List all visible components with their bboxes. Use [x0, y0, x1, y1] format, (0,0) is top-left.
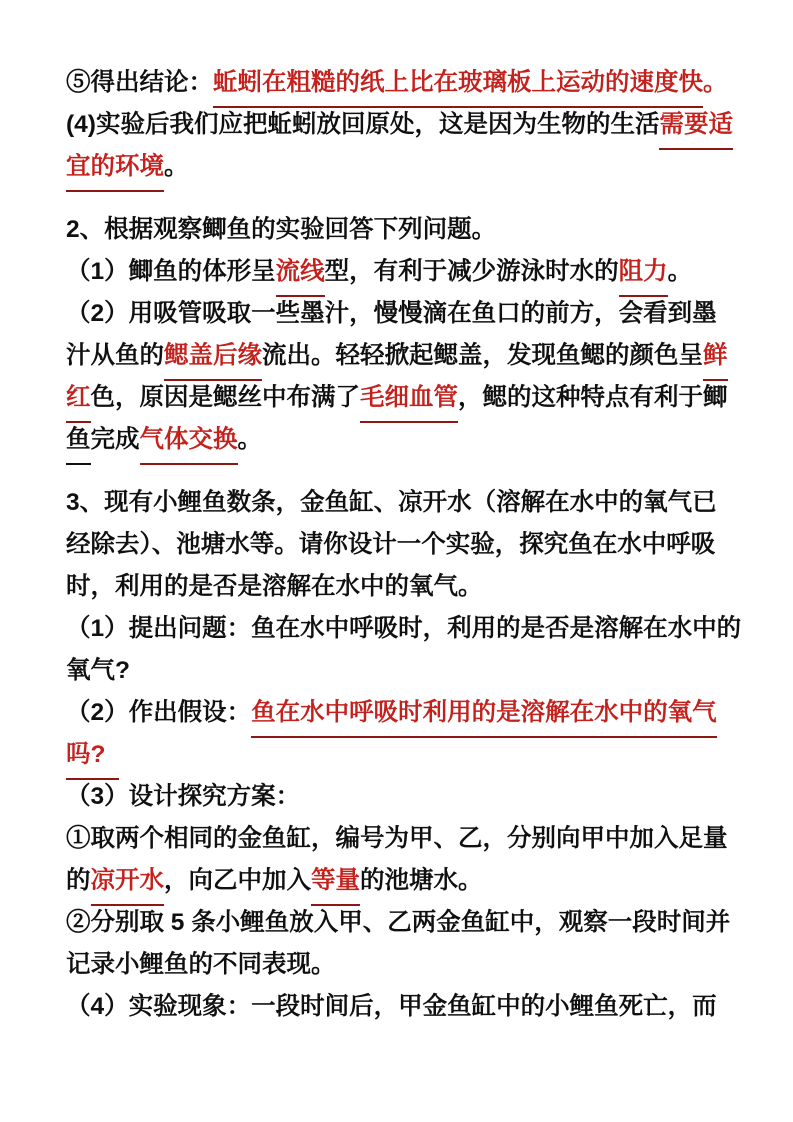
- answer-red-underlined-run: 需要适: [659, 104, 733, 150]
- paragraph: [66, 692, 736, 776]
- text-line: [66, 944, 736, 986]
- text-run: 完成: [90, 426, 140, 453]
- text-run: 。: [164, 153, 189, 180]
- text-run: 。: [237, 426, 262, 453]
- text-line: [66, 104, 736, 146]
- paragraph: [66, 818, 736, 902]
- paragraph: [66, 209, 736, 251]
- text-run: （2）作出假设：: [66, 699, 252, 726]
- text-run: 。: [667, 258, 693, 285]
- answer-red-underlined-run: 等量: [311, 860, 360, 906]
- text-line: [66, 335, 736, 377]
- text-line: [66, 650, 736, 692]
- text-line: [66, 146, 736, 188]
- answer-red-underlined-run: 鲜: [703, 335, 728, 381]
- text-line: [66, 377, 736, 419]
- text-run: 的: [66, 867, 91, 894]
- answer-red-underlined-run: 流线: [276, 251, 325, 297]
- text-run: (4)实验后我们应把蚯蚓放回原处，这是因为生物的生活: [66, 111, 660, 138]
- text-line: [66, 566, 736, 608]
- text-run: 时，利用的是否是溶解在水中的氧气。: [66, 573, 483, 600]
- text-line: [66, 419, 736, 461]
- answer-red-underlined-run: 红: [66, 377, 91, 423]
- text-line: [66, 524, 736, 566]
- text-run: 流出。轻轻掀起鳃盖，发现鱼鳃的颜色呈: [262, 342, 703, 369]
- text-line: [66, 986, 736, 1028]
- answer-red-underlined-run: 阻力: [619, 251, 668, 297]
- paragraph: [66, 104, 736, 188]
- text-run: （3）设计探究方案：: [66, 783, 301, 810]
- text-run: ②分别取 5 条小鲤鱼放入甲、乙两金鱼缸中，观察一段时间并: [66, 909, 731, 936]
- text-run: ，向乙中加入: [164, 867, 311, 894]
- text-line: [66, 251, 736, 293]
- text-line: [66, 482, 736, 524]
- text-run: 经除去）、池塘水等。请你设计一个实验，探究鱼在水中呼吸: [66, 531, 716, 558]
- red-text-run: 。: [703, 69, 728, 96]
- answer-red-underlined-run: 蚯蚓在粗糙的纸上比在玻璃板上运动的速度快: [213, 62, 703, 108]
- text-run: 记录小鲤鱼的不同表现。: [66, 951, 336, 978]
- answer-red-underlined-run: 毛细血管: [360, 377, 458, 423]
- text-run: ⑤得出结论：: [66, 69, 213, 96]
- paragraph: [66, 251, 736, 293]
- black-underlined-run: 鱼: [66, 419, 91, 465]
- text-line: [66, 902, 736, 944]
- text-run: ①取两个相同的金鱼缸，编号为甲、乙，分别向甲中加入足量: [66, 825, 728, 852]
- text-line: [66, 62, 736, 104]
- paragraph: [66, 608, 742, 692]
- text-line: [66, 608, 742, 650]
- paragraph: [66, 293, 736, 461]
- text-line: [66, 776, 736, 818]
- paragraph: [66, 986, 736, 1028]
- text-run: 3、现有小鲤鱼数条，金鱼缸、凉开水（溶解在水中的氧气已: [66, 489, 717, 516]
- text-line: [66, 293, 736, 335]
- text-run: 2、根据观察鲫鱼的实验回答下列问题。: [66, 216, 497, 243]
- paragraph: [66, 482, 736, 608]
- text-line: [66, 209, 736, 251]
- paragraph: [66, 902, 736, 986]
- answer-red-underlined-run: 吗?: [66, 734, 119, 780]
- text-run: （2）用吸管吸取一些墨汁，慢慢滴在鱼口的前方，会看到墨: [66, 300, 717, 327]
- text-run: 氧气?: [66, 657, 130, 684]
- text-run: 的池塘水。: [360, 867, 483, 894]
- text-run: 色，原因是鳃丝中布满了: [90, 384, 360, 411]
- text-line: [66, 692, 736, 734]
- text-run: （1）提出问题：鱼在水中呼吸时，利用的是否是溶解在水中的: [66, 615, 742, 642]
- answer-red-underlined-run: 鳃盖后缘: [164, 335, 262, 381]
- answer-red-underlined-run: 气体交换: [140, 419, 238, 465]
- text-run: 型，有利于减少游泳时水的: [324, 258, 619, 285]
- paragraph: [66, 62, 736, 104]
- document-body: [66, 62, 742, 1028]
- text-run: （1）鲫鱼的体形呈: [66, 258, 276, 285]
- answer-red-underlined-run: 凉开水: [91, 860, 165, 906]
- text-run: 汁从鱼的: [66, 342, 164, 369]
- text-line: [66, 818, 736, 860]
- text-line: [66, 860, 736, 902]
- text-line: [66, 734, 736, 776]
- answer-red-underlined-run: 鱼在水中呼吸时利用的是溶解在水中的氧气: [251, 692, 717, 738]
- text-run: ，鳃的这种特点有利于鲫: [458, 384, 728, 411]
- answer-red-underlined-run: 宜的环境: [66, 146, 164, 192]
- text-run: （4）实验现象：一段时间后，甲金鱼缸中的小鲤鱼死亡，而: [66, 993, 717, 1020]
- paragraph: [66, 776, 736, 818]
